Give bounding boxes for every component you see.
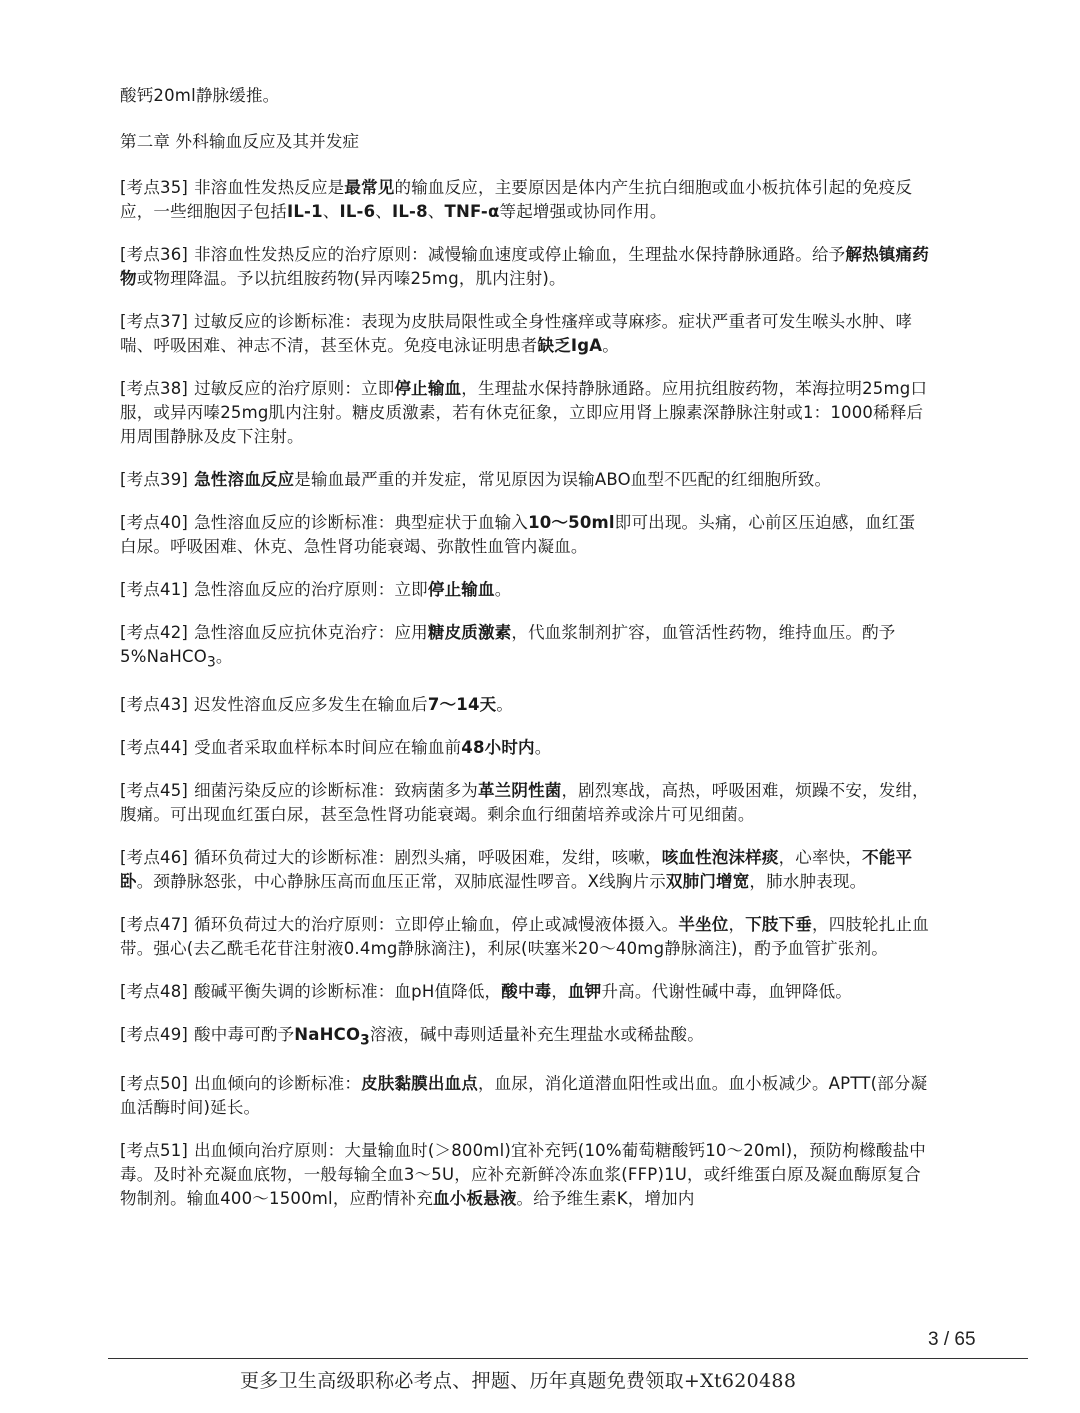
exam-point-label: [考点38] [120, 379, 189, 398]
exam-point [120, 779, 930, 827]
emphasis-text: IL-8 [392, 202, 428, 221]
emphasis-text: 最常见 [344, 178, 395, 197]
body-text: 升高。代谢性碱中毒，血钾降低。 [601, 982, 852, 1002]
body-text: 3 [206, 654, 216, 671]
intro-line: 酸钙20ml静脉缓推。 [120, 86, 280, 105]
exam-point-label: [考点41] [120, 580, 189, 599]
emphasis-text: 血小板悬液 [433, 1188, 517, 1208]
exam-point [120, 511, 930, 559]
exam-point [120, 578, 930, 602]
emphasis-text: 不能平卧 [120, 848, 913, 892]
emphasis-text: IL-1 [287, 202, 323, 221]
exam-point-label: [考点37] [120, 312, 189, 331]
body-text: 急性溶血反应的诊断标准：典型症状于血输入 [194, 513, 529, 532]
emphasis-text: 缺乏IgA [537, 336, 603, 355]
chapter-title: 第二章 外科输血反应及其并发症 [120, 132, 360, 151]
body-text: 的输血反应，主要原因是体内产生抗白细胞或血小板抗体引起的免疫反应，一些细胞因子包括 [120, 178, 913, 221]
body-text: 等起增强或协同作用。 [499, 202, 667, 221]
emphasis-text: 48小时内 [461, 738, 535, 758]
body-text: 细菌污染反应的诊断标准：致病菌多为 [194, 781, 478, 801]
body-text: 。 [215, 647, 233, 666]
emphasis-text: 糖皮质激素 [427, 623, 512, 642]
body-text: 即可出现。头痛，心前区压迫感，血红蛋白尿。呼吸困难、休克、急性肾功能衰竭、弥散性血管内凝血。 [120, 513, 916, 556]
body-text: 急性溶血反应的治疗原则：立即 [194, 580, 428, 599]
body-text: 迟发性溶血反应多发生在输血后 [194, 695, 428, 715]
body-text: 循环负荷过大的治疗原则：立即停止输血，停止或减慢液体摄入。 [194, 915, 679, 935]
body-text: ，生理盐水保持静脉通路。应用抗组胺药物，苯海拉明25mg口服，或异丙嗪25mg肌内注射。糖皮质激素，若有休克征象，立即应用肾上腺素深静脉注射或1：1000稀释后用周围静脉及皮下注射。 [120, 379, 928, 446]
exam-point-label: [考点35] [120, 178, 189, 197]
footer-divider [108, 1358, 1028, 1359]
body-text: 非溶血性发热反应是 [194, 178, 345, 197]
exam-point [120, 468, 930, 492]
body-text: ，血尿，消化道潜血阳性或出血。血小板减少。APTT(部分凝血活酶时间)延长。 [120, 1073, 928, 1117]
body-text: 。给予维生素K，增加内 [516, 1188, 695, 1208]
body-text: 。 [534, 738, 552, 758]
body-text: 溶液，碱中毒则适量补充生理盐水或稀盐酸。 [369, 1025, 704, 1045]
exam-point [120, 1139, 930, 1211]
emphasis-text: 解热镇痛药物 [120, 245, 929, 288]
emphasis-text: 血钾 [568, 982, 602, 1002]
exam-point [120, 1072, 930, 1120]
exam-point-label: [考点48] [120, 982, 189, 1002]
body-text: ， [551, 982, 569, 1002]
body-text: ，剧烈寒战，高热，呼吸困难，烦躁不安，发绀，腹痛。可出现血红蛋白尿，甚至急性肾功能衰竭。剩余血行细菌培养或涂片可见细菌。 [120, 781, 929, 825]
emphasis-text: 酸中毒 [501, 982, 552, 1002]
exam-points-list [120, 176, 930, 1211]
emphasis-text: 停止输血 [394, 379, 462, 398]
page-number: 3 / 65 [928, 1329, 976, 1350]
footer-promo-text: 更多卫生高级职称必考点、押题、历年真题免费领取+Xt620488 [240, 1370, 797, 1392]
emphasis-text: 半坐位 [678, 915, 729, 935]
emphasis-text: 皮肤黏膜出血点 [361, 1073, 478, 1093]
emphasis-text: NaHCO [294, 1025, 361, 1045]
exam-point [120, 736, 930, 760]
body-text: ， [728, 915, 746, 935]
body-text: ，心率快， [778, 848, 863, 868]
body-text: 酸碱平衡失调的诊断标准：血pH值降低， [194, 982, 502, 1002]
emphasis-text: 7～14天 [427, 695, 497, 715]
body-text: 。 [496, 695, 514, 715]
exam-point [120, 980, 930, 1004]
exam-point-label: [考点39] [120, 470, 189, 489]
body-text: ，四肢轮扎止血带。强心(去乙酰毛花苷注射液0.4mg静脉滴注)，利尿(呋塞米20～40mg静脉滴注)，酌予血管扩张剂。 [120, 915, 929, 959]
body-text: 。 [602, 336, 619, 355]
exam-point [120, 377, 930, 449]
body-text: 、 [427, 202, 445, 221]
document-body [120, 84, 930, 1230]
body-text: 。 [494, 580, 512, 599]
emphasis-text: 革兰阴性菌 [477, 781, 562, 801]
body-text: ，肺水肿表现。 [749, 872, 867, 892]
body-text: 过敏反应的诊断标准：表现为皮肤局限性或全身性瘙痒或荨麻疹。症状严重者可发生喉头水肿、哮喘、呼吸困难、神志不清，甚至休克。免疫电泳证明患者 [120, 312, 913, 355]
body-text: 。颈静脉怒张，中心静脉压高而血压正常，双肺底湿性啰音。X线胸片示 [136, 872, 666, 892]
exam-point [120, 621, 930, 674]
exam-point-label: [考点45] [120, 781, 189, 801]
body-text: 非溶血性发热反应的治疗原则：减慢输血速度或停止输血，生理盐水保持静脉通路。给予 [194, 245, 846, 264]
emphasis-text: 双肺门增宽 [665, 872, 750, 892]
exam-point [120, 913, 930, 961]
emphasis-text: 停止输血 [427, 580, 495, 599]
emphasis-text: 咳血性泡沫样痰 [661, 848, 779, 868]
emphasis-text: TNF-α [444, 202, 500, 221]
exam-point [120, 243, 930, 291]
exam-point [120, 1023, 930, 1052]
exam-point-label: [考点40] [120, 513, 189, 532]
body-text: 循环负荷过大的诊断标准：剧烈头痛，呼吸困难，发绀，咳嗽， [194, 848, 662, 868]
emphasis-text: 下肢下垂 [745, 915, 813, 935]
exam-point [120, 693, 930, 717]
exam-point-label: [考点50] [120, 1073, 189, 1093]
emphasis-text: 急性溶血反应 [194, 470, 295, 489]
emphasis-text: IL-6 [339, 202, 376, 221]
exam-point-label: [考点51] [120, 1140, 189, 1160]
emphasis-text: 3 [360, 1032, 370, 1049]
body-text: ，代血浆制剂扩容，血管活性药物，维持血压。酌予5%NaHCO [120, 623, 896, 666]
body-text: 出血倾向治疗原则：大量输血时(＞800ml)宜补充钙(10%葡萄糖酸钙10～20ml)，预防枸橼酸盐中毒。及时补充凝血底物，一般每输全血3～5U，应补充新鲜冷冻血浆(FFP)1U，或纤维蛋白原及凝血酶原复合物制剂。输血400～1500ml，应酌情补充 [120, 1140, 926, 1208]
exam-point-label: [考点49] [120, 1025, 189, 1045]
body-text: 、 [375, 202, 392, 221]
body-text: 是输血最严重的并发症，常见原因为误输ABO血型不匹配的红细胞所致。 [294, 470, 832, 489]
body-text: 过敏反应的治疗原则：立即 [194, 379, 395, 398]
exam-point-label: [考点42] [120, 623, 189, 642]
exam-point [120, 176, 930, 224]
body-text: 受血者采取血样标本时间应在输血前 [194, 738, 462, 758]
exam-point-label: [考点46] [120, 848, 189, 868]
exam-point-label: [考点47] [120, 915, 189, 935]
exam-point-label: [考点36] [120, 245, 189, 264]
body-text: 酸中毒可酌予 [194, 1025, 295, 1045]
exam-point-label: [考点43] [120, 695, 189, 715]
exam-point [120, 310, 930, 358]
exam-point-label: [考点44] [120, 738, 189, 758]
body-text: 出血倾向的诊断标准： [194, 1073, 362, 1093]
emphasis-text: 10～50ml [528, 513, 615, 532]
body-text: 急性溶血反应抗休克治疗：应用 [194, 623, 428, 642]
body-text: 、 [322, 202, 340, 221]
body-text: 或物理降温。予以抗组胺药物(异丙嗪25mg，肌内注射)。 [136, 269, 566, 288]
exam-point [120, 846, 930, 894]
